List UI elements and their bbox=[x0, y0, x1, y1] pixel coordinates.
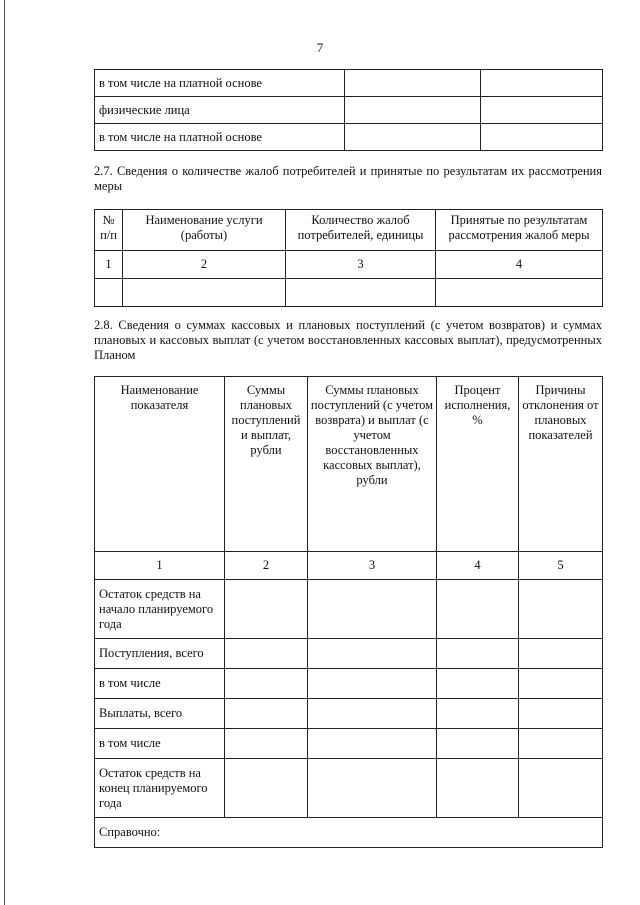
table-row bbox=[95, 759, 603, 818]
column-number: 2 bbox=[225, 552, 308, 580]
column-number: 4 bbox=[437, 552, 519, 580]
table-cell[interactable] bbox=[225, 580, 308, 639]
table-cell[interactable] bbox=[437, 669, 519, 699]
table-row bbox=[95, 580, 603, 639]
row-label: в том числе на платной основе bbox=[95, 70, 345, 97]
column-header-number: № п/п bbox=[95, 210, 123, 251]
header-row bbox=[95, 210, 603, 251]
table-cell[interactable] bbox=[308, 580, 437, 639]
continuation-table bbox=[94, 69, 603, 151]
column-number: 4 bbox=[436, 251, 603, 279]
table-cell[interactable] bbox=[345, 97, 481, 124]
table-cell[interactable] bbox=[345, 124, 481, 151]
table-cell[interactable] bbox=[519, 580, 603, 639]
column-number-row bbox=[95, 552, 603, 580]
table-row bbox=[95, 279, 603, 307]
table-cell[interactable] bbox=[481, 124, 603, 151]
column-header-indicator: Наименование показателя bbox=[95, 377, 225, 552]
table-cell[interactable] bbox=[481, 97, 603, 124]
section-2-8-heading: 2.8. Сведения о суммах кассовых и плановых поступлений (с учетом возвратов) и суммах плановых и кассовых выплат (с учетом восстановленных кассовых выплат), предусмотренных Планом bbox=[94, 318, 602, 362]
column-number: 3 bbox=[308, 552, 437, 580]
column-header-complaints-count: Количество жалоб потребителей, единицы bbox=[286, 210, 436, 251]
table-cell[interactable] bbox=[481, 70, 603, 97]
table-cell[interactable] bbox=[519, 639, 603, 669]
table-cell[interactable] bbox=[308, 639, 437, 669]
column-number: 5 bbox=[519, 552, 603, 580]
page-number: 7 bbox=[316, 40, 324, 55]
table-cell[interactable] bbox=[519, 699, 603, 729]
column-header-planned-sums: Суммы плановых поступлений и выплат, рубли bbox=[225, 377, 308, 552]
table-cell[interactable] bbox=[519, 729, 603, 759]
table-cell[interactable] bbox=[437, 759, 519, 818]
table-cell[interactable] bbox=[519, 759, 603, 818]
row-label: Поступления, всего bbox=[95, 639, 225, 669]
section-2-7-heading: 2.7. Сведения о количестве жалоб потребителей и принятые по результатам их рассмотрения меры bbox=[94, 164, 602, 193]
column-number: 1 bbox=[95, 251, 123, 279]
table-cell[interactable] bbox=[286, 279, 436, 307]
table-cell[interactable] bbox=[95, 279, 123, 307]
table-cell[interactable] bbox=[436, 279, 603, 307]
table-cell[interactable] bbox=[519, 669, 603, 699]
column-header-execution-percent: Процент исполнения, % bbox=[437, 377, 519, 552]
row-label: Остаток средств на конец планируемого года bbox=[95, 759, 225, 818]
receipts-payments-table bbox=[94, 376, 603, 848]
table-cell[interactable] bbox=[437, 729, 519, 759]
table-cell[interactable] bbox=[225, 759, 308, 818]
table-row bbox=[95, 729, 603, 759]
table-row bbox=[95, 97, 603, 124]
table-cell[interactable] bbox=[225, 639, 308, 669]
reference-label: Справочно: bbox=[95, 818, 603, 848]
row-label: Остаток средств на начало планируемого года bbox=[95, 580, 225, 639]
column-header-deviation-reasons: Причины отклонения от плановых показателей bbox=[519, 377, 603, 552]
footer-row bbox=[95, 818, 603, 848]
table-cell[interactable] bbox=[308, 729, 437, 759]
table-cell[interactable] bbox=[308, 669, 437, 699]
column-number: 3 bbox=[286, 251, 436, 279]
table-cell[interactable] bbox=[225, 699, 308, 729]
row-label: в том числе на платной основе bbox=[95, 124, 345, 151]
table-row bbox=[95, 70, 603, 97]
table-row bbox=[95, 669, 603, 699]
column-header-service: Наименование услуги (работы) bbox=[123, 210, 286, 251]
table-row bbox=[95, 699, 603, 729]
table-row bbox=[95, 124, 603, 151]
column-header-actual-sums: Суммы плановых поступлений (с учетом возврата) и выплат (с учетом восстановленных кассовых выплат), рубли bbox=[308, 377, 437, 552]
row-label: физические лица bbox=[95, 97, 345, 124]
table-cell[interactable] bbox=[225, 669, 308, 699]
page-frame-edge bbox=[4, 0, 5, 905]
table-cell[interactable] bbox=[437, 639, 519, 669]
table-cell[interactable] bbox=[308, 759, 437, 818]
complaints-table bbox=[94, 209, 603, 307]
row-label: в том числе bbox=[95, 729, 225, 759]
row-label: Выплаты, всего bbox=[95, 699, 225, 729]
table-cell[interactable] bbox=[345, 70, 481, 97]
row-label: в том числе bbox=[95, 669, 225, 699]
table-cell[interactable] bbox=[123, 279, 286, 307]
column-number-row bbox=[95, 251, 603, 279]
header-row bbox=[95, 377, 603, 552]
table-cell[interactable] bbox=[437, 699, 519, 729]
table-cell[interactable] bbox=[308, 699, 437, 729]
column-number: 2 bbox=[123, 251, 286, 279]
column-header-measures: Принятые по результатам рассмотрения жалоб меры bbox=[436, 210, 603, 251]
table-cell[interactable] bbox=[437, 580, 519, 639]
column-number: 1 bbox=[95, 552, 225, 580]
table-cell[interactable] bbox=[225, 729, 308, 759]
table-row bbox=[95, 639, 603, 669]
